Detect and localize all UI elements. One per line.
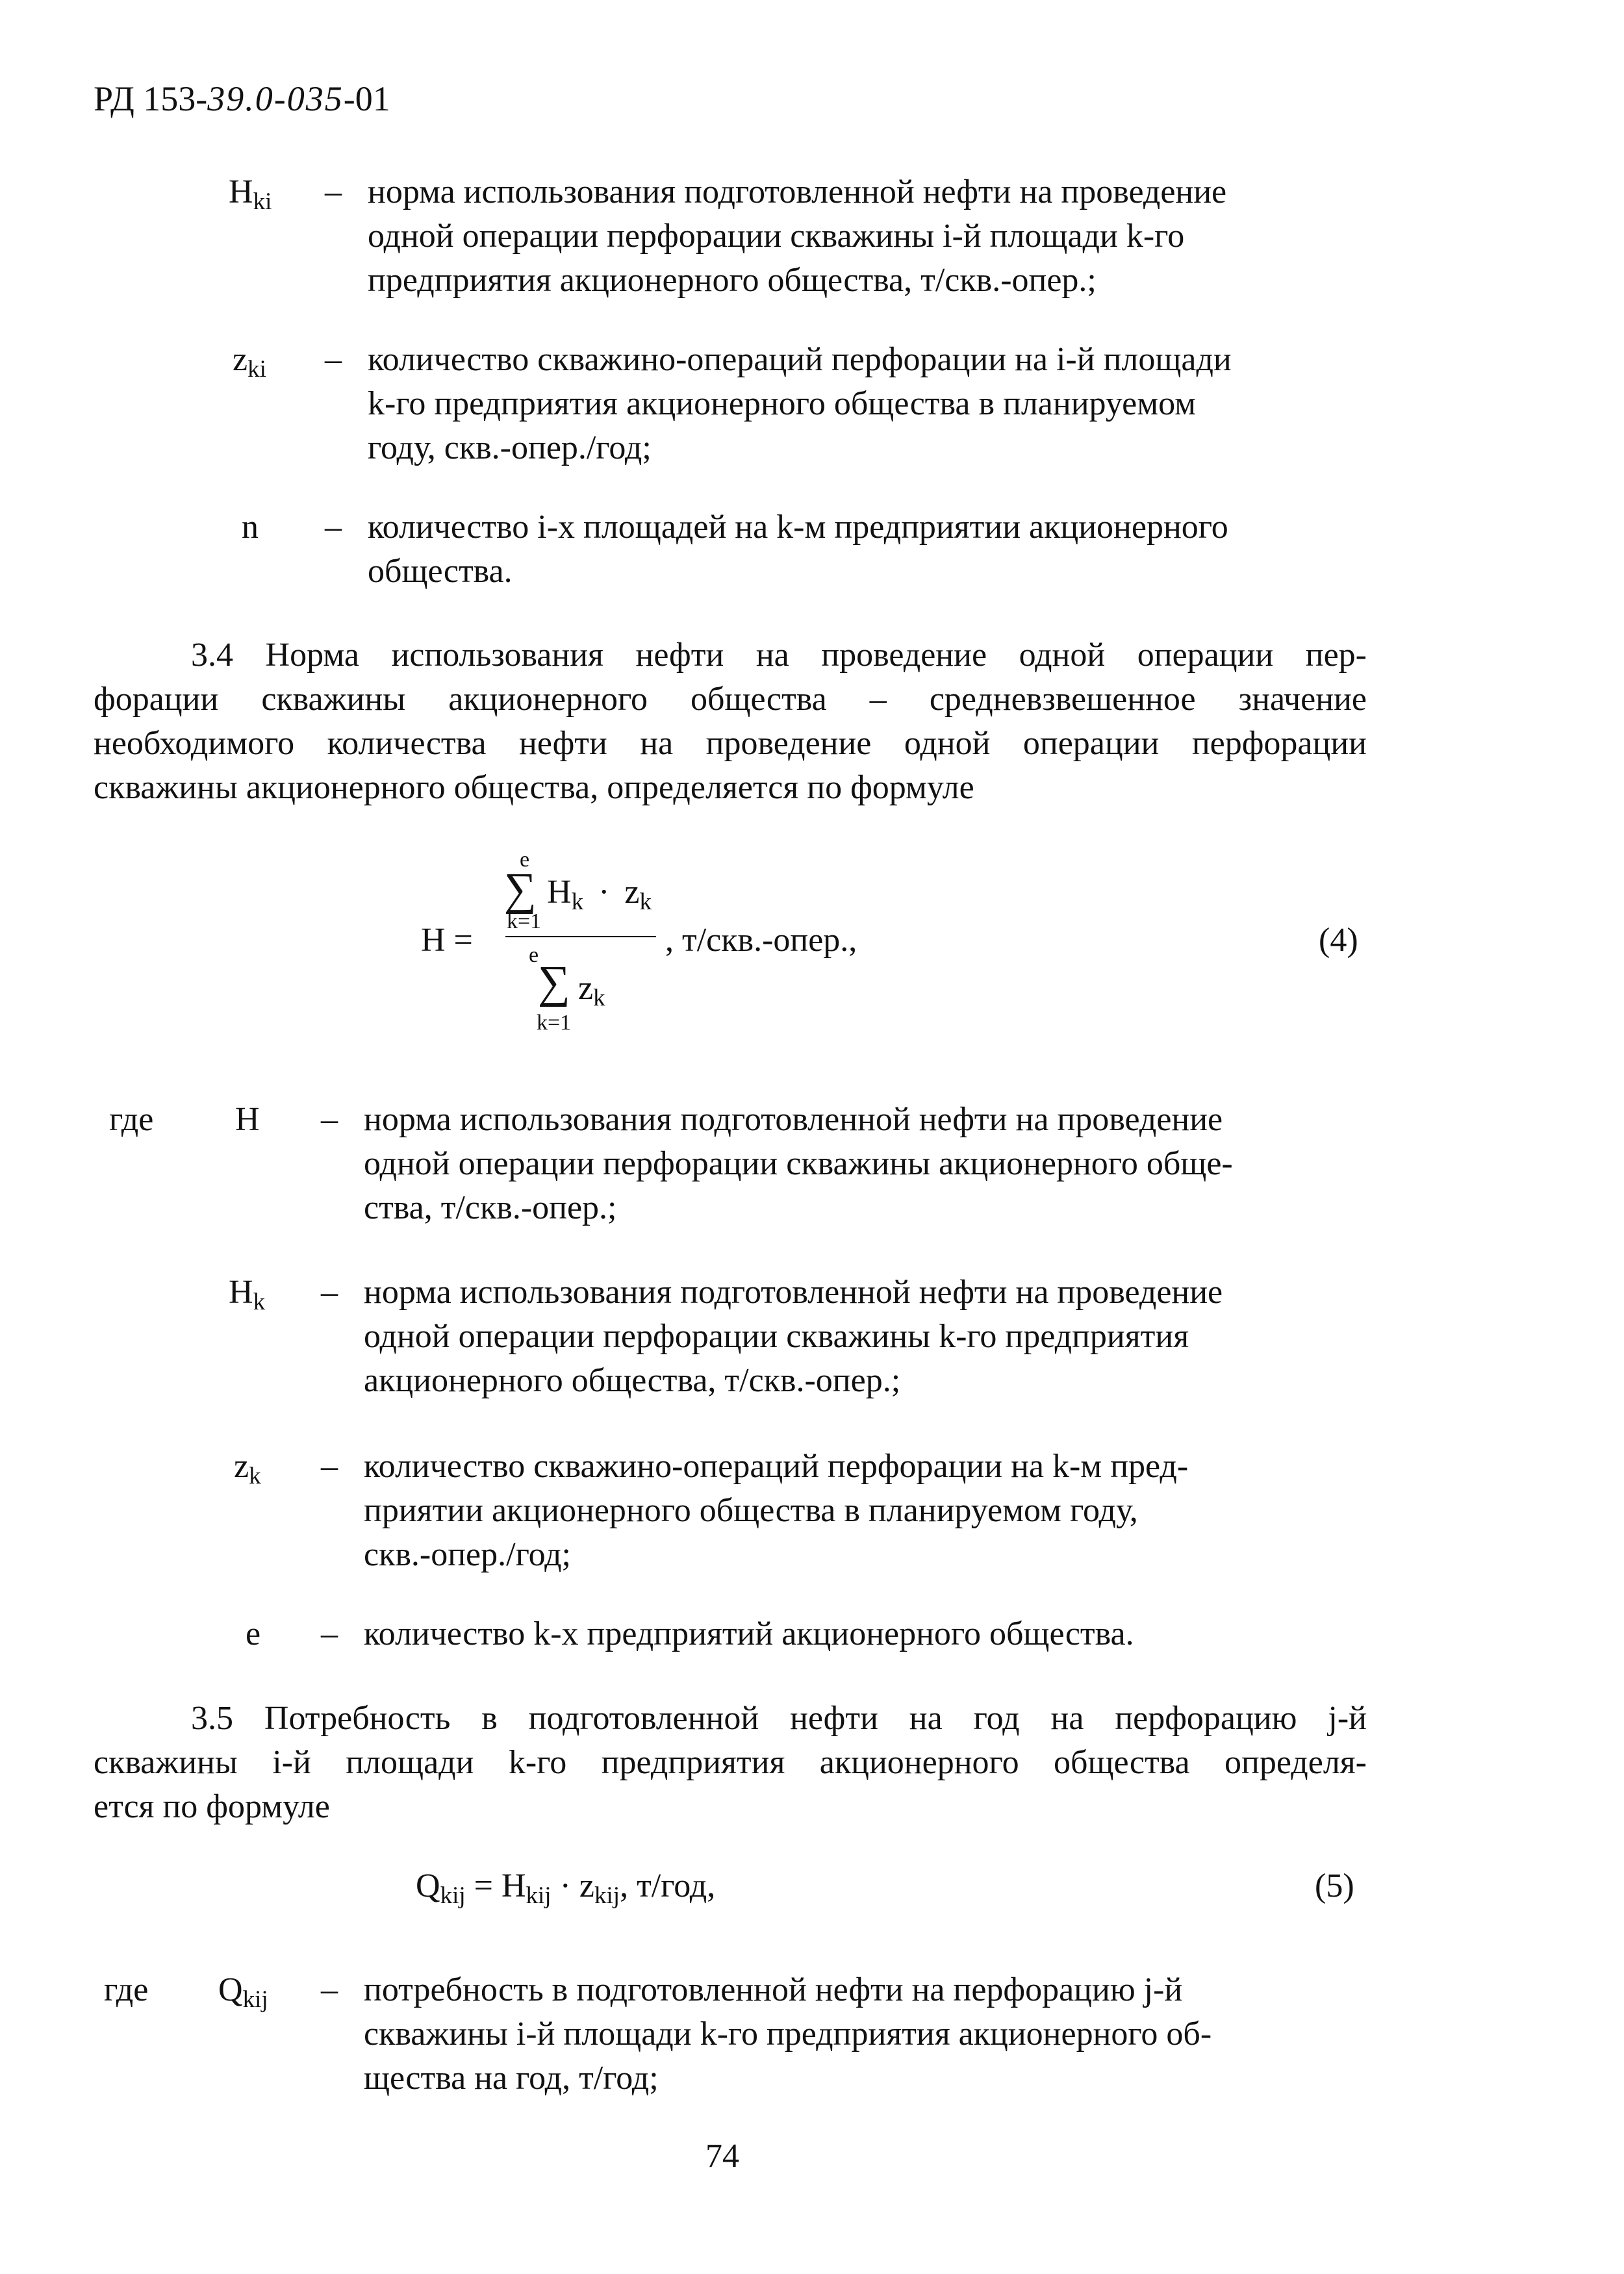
formula-4-num-sigma: ∑ [504,865,537,915]
def-dash: – [325,341,342,378]
def-dash: – [325,509,342,546]
def-dash: – [325,173,342,210]
def-text-Hk: норма использования подготовленной нефти на проведение одной операции перфорации скважины k-го предприятия акционерного общества, т/скв.-опер.; [364,1274,1223,1399]
def-text-Hki: норма использования подготовленной нефти на проведение одной операции перфорации скважины i-й площади k-го предприятия акционерного общества, т/скв.-опер.; [368,173,1227,299]
where-label: где [104,1971,149,2008]
def-symbol-n: n [242,509,259,546]
def-dash: – [321,1448,338,1485]
def-text-H: норма использования подготовленной нефти на проведение одной операции перфорации скважины акционерного обще- ства, т/скв.-опер.; [364,1101,1233,1226]
def-symbol-Hki: $H_{ki}$ [229,173,272,215]
formula-4-den-lower: k=1 [537,1011,572,1035]
formula-4-den-sigma: ∑ [538,957,570,1007]
page-number: 74 [705,2138,739,2175]
formula-5: $Q_{kij} = H_{kij} \cdot z_{kij}$, т/год, [416,1867,716,1909]
def-dash: – [321,1101,338,1138]
def-dash: – [321,1971,338,2008]
def-text-zki: количество скважино-операций перфорации на i-й площади k-го предприятия акционерного общества в планируемом году, скв.-опер./год; [368,341,1232,466]
formula-4-fraction-bar [505,936,656,937]
def-text-e: количество k-х предприятий акционерного общества. [364,1615,1134,1652]
where-label: где [109,1101,154,1138]
document-code-stamp: 39.0-035 [207,79,344,118]
def-symbol-H: H [235,1101,260,1138]
def-symbol-zk: $z_k$ [234,1448,261,1489]
document-code-prefix: РД 153- [94,79,208,118]
formula-4-lhs: H = [421,922,473,959]
def-text-zk: количество скважино-операций перфорации на k-м пред- приятии акционерного общества в планируемом году, скв.-опер./год; [364,1448,1189,1573]
def-symbol-Hk: $H_k$ [229,1274,266,1315]
paragraph-3-5: 3.5 Потребность в подготовленной нефти на год на перфорацию j-й скважины i-й площади k-го предприятия акционерного общества определя- ется по формуле [94,1700,1367,1825]
def-dash: – [321,1615,338,1652]
def-text-Qkij: потребность в подготовленной нефти на перфорацию j-й скважины i-й площади k-го предприятия акционерного об- щества на год, т/год; [364,1971,1212,2097]
formula-4-denominator: $z_k$ [578,970,605,1011]
def-symbol-e: e [246,1615,261,1652]
def-symbol-Qkij: $Q_{kij}$ [218,1971,268,2013]
paragraph-3-4: 3.4 Норма использования нефти на проведение одной операции пер- форации скважины акционерного общества – средневзвешенное значение необходимого количества нефти на проведение одной операции перфорации скважины акционерного общества, определяется по формуле [94,637,1367,806]
formula-5-number: (5) [1315,1867,1354,1904]
document-code [94,77,390,121]
formula-4-num-upper: e [520,848,530,872]
formula-4-den-upper: e [529,943,539,967]
document-code-suffix: -01 [343,79,390,118]
formula-4-numerator: $H_k \cdot z_k$ [547,874,652,915]
formula-4-unit: , т/скв.-опер., [665,922,857,959]
formula-4-num-lower: k=1 [507,909,542,933]
def-symbol-zki: $z_{ki}$ [233,341,266,383]
def-dash: – [321,1274,338,1311]
def-text-n: количество i-х площадей на k-м предприятии акционерного общества. [368,509,1228,590]
formula-4-number: (4) [1319,922,1358,959]
